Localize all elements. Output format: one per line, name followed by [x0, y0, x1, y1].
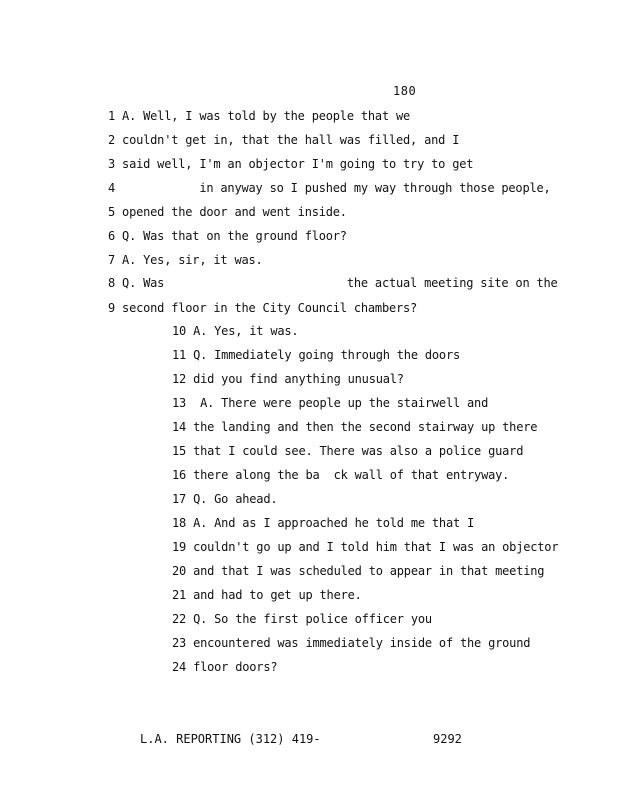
transcript-line: 17 Q. Go ahead.	[172, 492, 278, 506]
transcript-line: 16 there along the ba ck wall of that entryway.	[172, 468, 510, 482]
transcript-line: 23 encountered was immediately inside of the ground	[172, 636, 531, 650]
transcript-line: 24 floor doors?	[172, 660, 278, 674]
transcript-line: 22 Q. So the first police officer you	[172, 612, 432, 626]
transcript-line: 20 and that I was scheduled to appear in that meeting	[172, 564, 545, 578]
transcript-line: 18 A. And as I approached he told me that I	[172, 516, 475, 530]
transcript-line: 3 said well, I'm an objector I'm going to try to get	[108, 157, 474, 171]
footer-phone-number: 9292	[433, 732, 462, 746]
transcript-line: 21 and had to get up there.	[172, 588, 362, 602]
transcript-line: 1 A. Well, I was told by the people that we	[108, 109, 411, 123]
transcript-line: 11 Q. Immediately going through the doors	[172, 348, 461, 362]
transcript-line: 2 couldn't get in, that the hall was filled, and I	[108, 133, 460, 147]
page-number: 180	[393, 84, 417, 98]
transcript-line: 12 did you find anything unusual?	[172, 372, 404, 386]
transcript-line: 19 couldn't go up and I told him that I was an objector	[172, 540, 559, 554]
transcript-line: 14 the landing and then the second stairway up there	[172, 420, 538, 434]
transcript-line: 5 opened the door and went inside.	[108, 205, 347, 219]
transcript-line: 8 Q. Was the actual meeting site on the	[108, 276, 558, 290]
transcript-line: 6 Q. Was that on the ground floor?	[108, 229, 347, 243]
transcript-line: 4 in anyway so I pushed my way through those people,	[108, 181, 551, 195]
footer-reporter: L.A. REPORTING (312) 419-	[140, 732, 321, 746]
transcript-line: 10 A. Yes, it was.	[172, 324, 299, 338]
transcript-line: 9 second floor in the City Council chambers?	[108, 301, 418, 315]
transcript-line: 13 A. There were people up the stairwell and	[172, 396, 489, 410]
transcript-line: 7 A. Yes, sir, it was.	[108, 253, 263, 267]
transcript-line: 15 that I could see. There was also a police guard	[172, 444, 524, 458]
